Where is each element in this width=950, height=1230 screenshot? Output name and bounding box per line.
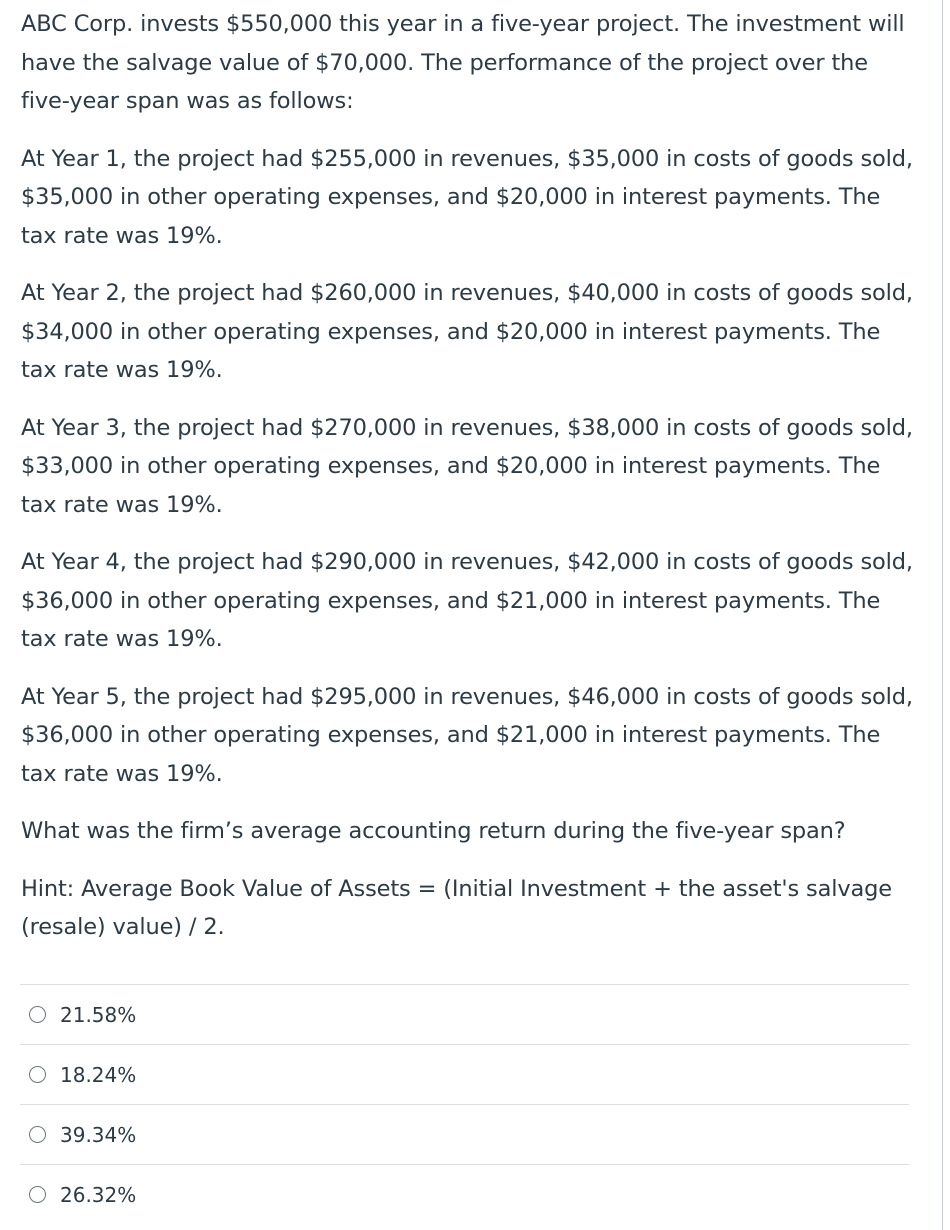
answer-label: 26.32% [60,1182,137,1207]
right-border-rule [942,0,943,1230]
question-hint: Hint: Average Book Value of Assets = (Initial Investment + the asset's salvage (resale) value) / 2. [21,875,892,940]
question-year-1: At Year 1, the project had $255,000 in revenues, $35,000 in costs of goods sold, $35,000 in other operating expenses, and $20,000 in interest payments. The tax rate was 19%. [21,145,913,249]
question-text [21,5,921,966]
question-year-2: At Year 2, the project had $260,000 in revenues, $40,000 in costs of goods sold, $34,000 in other operating expenses, and $20,000 in interest payments. The tax rate was 19%. [21,280,913,383]
question-prompt: What was the firm’s average accounting return during the five-year span? [21,818,846,844]
answer-option[interactable] [20,1164,909,1224]
answer-list [20,984,909,1224]
answer-option[interactable] [20,984,909,1044]
radio-circle-icon[interactable] [29,1186,46,1203]
question-year-4: At Year 4, the project had $290,000 in revenues, $42,000 in costs of goods sold, $36,000 in other operating expenses, and $21,000 in interest payments. The tax rate was 19%. [21,549,913,652]
question-intro: ABC Corp. invests $550,000 this year in a five-year project. The investment will have the salvage value of $70,000. The performance of the project over the five-year span was as follows: [21,11,905,114]
radio-circle-icon[interactable] [29,1066,46,1083]
question-year-3: At Year 3, the project had $270,000 in revenues, $38,000 in costs of goods sold, $33,000 in other operating expenses, and $20,000 in interest payments. The tax rate was 19%. [21,414,913,518]
question-year-5: At Year 5, the project had $295,000 in revenues, $46,000 in costs of goods sold, $36,000 in other operating expenses, and $21,000 in interest payments. The tax rate was 19%. [21,683,913,787]
answer-label: 18.24% [60,1062,137,1087]
answer-label: 21.58% [60,1002,137,1027]
answer-option[interactable] [20,1044,909,1104]
answer-option[interactable] [20,1104,909,1164]
radio-circle-icon[interactable] [29,1006,46,1023]
radio-circle-icon[interactable] [29,1126,46,1143]
answer-label: 39.34% [60,1122,137,1147]
